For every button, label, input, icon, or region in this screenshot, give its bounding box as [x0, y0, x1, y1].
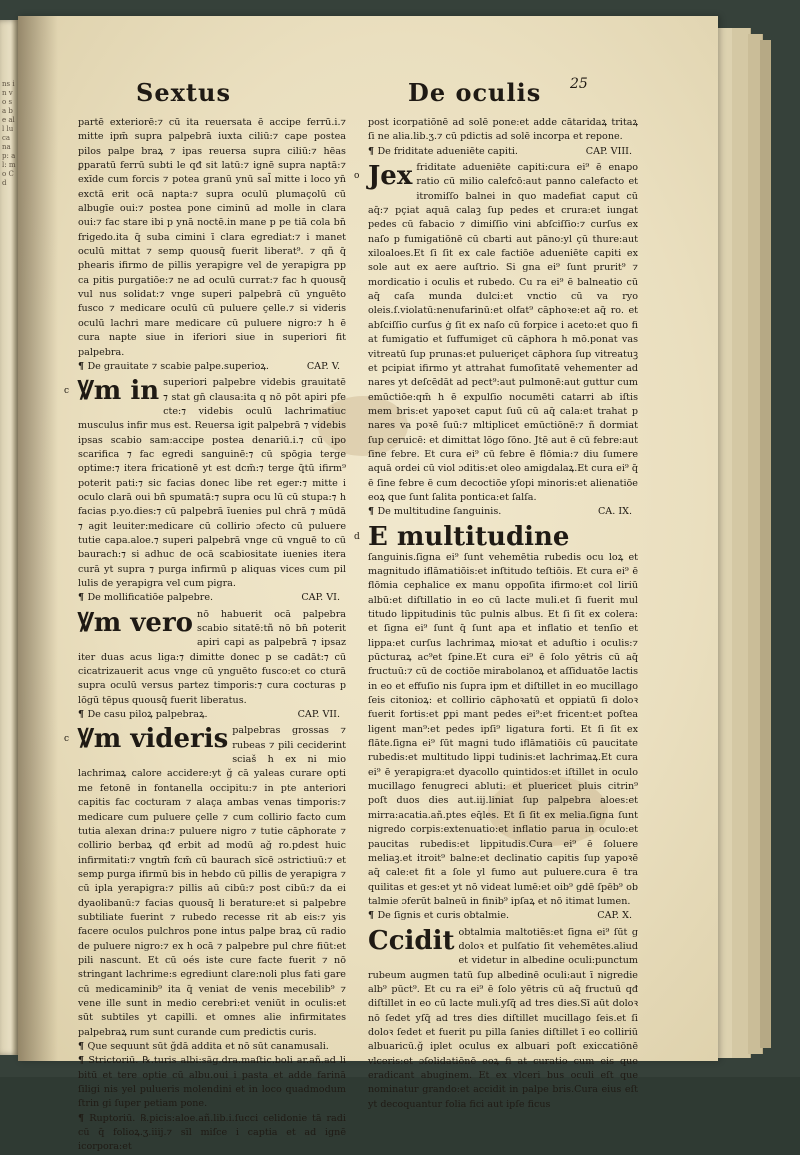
body-text: nō habuerit ocā palpebra scabio sitatē:tñ nō bn̄ poterit apiri capi as palpebrā ⁊ ipsaz iter duas acus liga:⁊ dimitte donec p se cadāt:⁊ cū cicatrizauerit acus vnge cū ynguēto fusco:et co cturā supra oculū versus partez timporis:⁊ cura cocturas p lōgū tēpus quousq̄ fuerit liberatus. — [78, 608, 346, 706]
gutter-shadow — [18, 16, 58, 1061]
body-text: obtalmia maltotiēs:et ſigna ei⁹ ſūt g doloꝛ et pulſatio ſit vehemētes.aliud et videtur in albedine oculi:punctum rubeum augmen tatū ſup albedinē oculi:aut ī nigredie alb⁹ pūct⁹. Et cu ra ei⁹ ē ſolo yētris cū aq̄ fructuū qđ diſtillet in eo cū lacte muli.yſq̄ ad tres dies.Sī aūt doloꝛ nō ſedet yſq̄ ad tres dies diſtillet mucillago ſeis.et ſi doloꝛ ſedet et fuerit pu pilla ſanies diſtillet ī eo colliriū albuaricū.ğ iplet oculus ex albuari poſt exiccatiōnē vlceris:et ɔſolidatiōnē eoꝝ fi at curatio cum eis que eradicant abuginem. Et ex vlceri bus oculi eſt que nominatur grando:et accidit in palpe bris.Cura eius eſt yt decoquantur folia fici aut ipſe ficus — [368, 926, 638, 1110]
pilcrow-mark: ¶ — [368, 910, 378, 922]
chapter-number: CAP. VI. — [301, 592, 340, 604]
pilcrow-mark: ¶ — [78, 1055, 89, 1067]
pilcrow-mark: ¶ — [78, 592, 88, 604]
chapter-heading — [368, 145, 638, 159]
chapter-title: De mollificatiōe palpebre. — [87, 592, 214, 604]
incipit-words: Ccidit — [368, 925, 455, 956]
chapter-incipit — [368, 926, 638, 1112]
chapter-title: De ſignis et curis obtalmie. — [377, 910, 510, 922]
page-edge — [760, 40, 771, 1048]
body-paragraph: post icorpatiōnē ad solē pone:et adde cātaridaꝝ tritaꝝ ſi ne alia.lib.ʒ.⁊ cū pdictis ad solē incorpa et repone. — [368, 117, 638, 143]
facing-page-edge — [0, 20, 18, 1055]
chapter-incipit — [354, 521, 638, 910]
body-text: Strictoriū. ℞.turis albi:sāg.dra.maſtic.boli ar.añ.ad li bitū et tere optie cū albu.oui i pasta et adde farinā ſiligi nis yel pulueris molendini et in loco quadmodum ſtrin gi ſuper petiam pone. — [78, 1055, 346, 1110]
chapter-heading — [368, 909, 638, 923]
chapter-number: CAP. V. — [306, 360, 340, 372]
chapter-title: De friditate adueniēte capiti. — [377, 145, 518, 157]
incipit-words: Jex — [368, 161, 413, 192]
body-text: superiori palpebre videbis grauitatē ⁊ stat gn̄ clausa:ita q nō pōt apiri pfe cte:⁊ videbis oculū lachrimatiuc musculus infir mus est. Reuersa igit palpebrā ⁊ videbis ipsas scabio sam:accipe postea denariū.i.⁊ cū ipo scarifica ⁊ fac egredi sanguinē:⁊ cū spōgia terge optime:⁊ itera fricationē yt est dcm̄:⁊ terge q̄tū ifirm⁹ poterit pati:⁊ sic facias donec libe ret eger:⁊ mitte i oculo clarā oui bn̄ spumatā:⁊ supra ocu lū cū stupa:⁊ h facias p.yo.dies:⁊ cū palpebrā īuenies pul chrā ⁊ mūdā ⁊ agit leuiter:medicare cū collirio ɔfecto cū puluere tutie capa.aloe.⁊ superi palpebrā vnge cū vnguē to cū baurach:⁊ si adhuc de ocā scabiositate iuenies itera curā yt supra ⁊ purga infirmū p aliquas vices cum pil lulis de yerapigra vel cum pigra. — [78, 377, 346, 589]
incipit-words: E multitudine — [368, 521, 570, 552]
chapter-incipit — [64, 724, 346, 1040]
chapter-heading — [78, 708, 346, 722]
pilcrow-mark: ¶ — [78, 709, 88, 721]
body-text: Ruptoriū. ℞.picis:aloe.añ.lib.i.ſucci celidonie tā radi cū q̄ folioꝝ.ʒ.iiij.⁊ sīl miſce i captia et ad ignē icorpora:et — [78, 1112, 346, 1153]
body-text: Que sequunt sūt ğdā addita et nō sūt canamusali. — [87, 1041, 329, 1052]
folio-number: 25 — [570, 76, 588, 92]
guide-letter: o — [354, 171, 360, 182]
chapter-number: CAP. VIII. — [585, 145, 632, 157]
chapter-incipit — [78, 608, 346, 708]
body-paragraph: partē exteriorē:⁊ cū ita reuersata ē accipe ferrū.i.⁊ mitte ipm̄ supra palpebrā iuxta ciliū:⁊ cape postea pilos palpe braꝝ ⁊ ipas reuersa supra ciliū:⁊ hēas ꝑparatū ferrū subti le qđ sit latū:⁊ ignē supra naptā:⁊ exīde cum forcis ⁊ potea granū ynū sal̄ mitte i loco yn̄ exctā erit ocā napta:⁊ supra oculū plumaçolū cū albugīe oui:⁊ postea pone ciminū ad molle in clara oui:⁊ fac stare ibi p ynā noctē.in mane p pe tiā cola bn̄ frigedo.ita q̄ suba cimini ī clara egrediat:⁊ i manet oculū mittat ⁊ semp quousq̄ fuerit liberat⁹. ⁊ qñ q̄ phearis ifirmo de pillis yerapigre vel de yerapigra pp ca pitis purgatiōe:⁊ ne ad oculū currat:⁊ fac h quousq̄ vul nus solidat:⁊ vnge superi palpebrā cū ynguēto fusco ⁊ medicare oculū cū puluere çelle.⁊ si videris oculū lachri mare medicare cū puluere nigro:⁊ h ē cura napte siue in iferiori siue in superiori fit palpebra. — [78, 117, 346, 358]
pilcrow-mark: ¶ — [78, 1041, 88, 1052]
pilcrow-mark: ¶ — [368, 145, 378, 157]
chapter-number: CA. IX. — [597, 506, 632, 518]
pilcrow-mark: ¶ — [78, 1112, 90, 1124]
chapter-incipit — [64, 376, 346, 591]
chapter-number: CAP. X. — [597, 910, 632, 922]
pilcrow-mark: ¶ — [78, 360, 88, 372]
guide-letter: c — [64, 386, 70, 397]
body-text: ſanguinis.ſigna ei⁹ ſunt vehemētia rubedis ocu loꝝ et magnitudo iflāmatiōis:et inſtitudo teſtiōis. Et cura ei⁹ ē flōmia cephalice ex manu oppoſita ifirmo:et col liriū albū:et diſtillatio in eo cū lacte muli.et ſi fuerit mul titudo lippitudinis tūc pulnis albus. Et ſi ſit ex colera: et ſigna ei⁹ ſunt q̄ ſunt apa et inflatio et tenſio et lippa:et curſus lachrimaꝝ mioꝛat et aduſtio i oculis:⁊ pūcturaꝝ ac⁹et ſpine.Et cura ei⁹ ē ſolo yētris cū aq̄ fructuū:⁊ cū de coctiōe mirabolanoꝝ et aſſiduatōe lactis in eo et effuſio nis ſupra ipm et diſtillet in eo mucillago ſeis citonioꝝ: et collirio cāphoꝛatū et oppiatū ſi doloꝛ fuerit fortis:et ꝑpi mant pedes ei⁹:et fricent:et poſtea ligent man⁹:et pedes ipſi⁹ ligatura forti. Et ſi ſit ex flāte.ſigna ei⁹ ſūt magni tudo iflāmatiōis cū paucitate rubedis:et multitudo lippi tudinis:et lachrimaꝝ.Et cura ei⁹ ē yerapigra:et dyacollo quintidos:et iſtillet in oculo mucillago fenugreci abluti: et pluericet pluis citrin⁹ poſt duos dies aut.iij.liniat ſup palpebra aloes:et mirra:acatia.añ.ptes eq̄les. Et ſi ſit ex melia.ſigna ſunt nigredo corpis:extenuatio:et inflatio parua in oculo:et paucitas rubedis:et lippitudis.Cura ei⁹ ē ſoluere meliaꝫ.et itroit⁹ balne:et declinatio capitis ſup yapoꝛē aq̄ cale:et fit a ſole yl fumo aut puluere.cura ē tra quilitas et ges:et yt nō videat lumē:et oib⁹ gdē ſpēb⁹ ob talmie ɔferūt balneū in finib⁹ ipſaꝝ et nō itimat lumen. — [368, 551, 638, 907]
pilcrow-mark: ¶ — [368, 506, 378, 518]
body-text: friditate adueniēte capiti:cura ei⁹ ē enapo ratio cū milio calefcō:aut panno calefacto et itromiſſo balnei in quo madefiat caput cū aq̄:⁊ pçiat aquā calaꝫ ſup pedes et crura:et iungat pedes cū fabacio ⁊ dimiſſio vini abſciſſio:⁊ curſus ex naſo p fumigatiōnē cū cbarti aut pāno:yl çū thure:aut xiloaloes.Et ſi ſit ex cale factiōe adueniēte capiti ex sole aut ex aere auſtrio. Si gna ei⁹ ſunt prurit⁹ ⁊ mordicatio i oculis et rubedo. Cu ra ei⁹ ē balneatio cū aq̄ caſa munda dulci:et vnctio cū va ryo oleis.ſ.violatū:nenufarinū:et olfat⁹ cāphoꝛe:et aq̄ ro. et abſciſſio curſus ġ ſit ex naſo cū forpice i aceto:et quo fi at fumigatio et ſuffumiget cū cāphora h mō.ponat vas vitreatū ſup prunas:et pulueriçet cāphora ſup vitreatuꝫ et pcipiat ifirmo yt attrahat fumoſitatē vehementer ad nares yt deſcēdāt ad pect⁹:aut pulmonē:aut guttur cum emūctiōe:qm̄ h ē expulſio nocumēti catarri ab iſtis mem bris:et yapoꝛet caput ſuū cū aq̄ cala:et trahat p nares va poꝛē ſuū:⁊ mltiplicet emūctiōnē:⁊ ñ dormiat ſup ceruicē: et dimittat lōgo ſōno. Jtē aut ē cū febre:aut ſine febre. Et cura ei⁹ cū febre ē flōmia:⁊ diu ſumere aquā ordei cū viol ɔditis:et oleo amigdalaꝝ.Et cura ei⁹ q̄ ē ſine febre ē cum decoctiōe yſopi minoris:et alienatiōe eoꝝ que ſunt ſalita pontica:et ſalſa. — [368, 162, 638, 503]
chapter-title: De casu piloꝝ palpebraꝝ. — [87, 709, 208, 721]
running-head-center: De oculis — [408, 78, 542, 107]
addendum-paragraph — [78, 1040, 346, 1054]
chapter-heading — [78, 360, 346, 374]
incipit-words: Ꝟm vero — [78, 607, 194, 638]
guide-letter: d — [354, 531, 360, 542]
left-text-column — [64, 116, 346, 1153]
addendum-paragraph — [78, 1112, 346, 1155]
body-text: palpebras grossas ⁊ rubeas ⁊ pili ceciderint sciaš h ex ni mio lachrimaꝝ calore accidere:yt ğ cā yaleas curare opti me fetonē in fontanella occipitu:⁊ in pte anteriori capitis fac cocturam ⁊ alaça ambas venas timporis:⁊ medicare cum puluere çelle ⁊ cum collirio facto cum tutia alexan drina:⁊ puluere nigro ⁊ tutie cāphorate ⁊ collirio berbaꝝ qđ erbit ad modū ağ ro.pdest huic infirmitati:⁊ vngtm̄ fcm̄ cū baurach sīcē ɔstrictiuū:⁊ et semp purga ifirmū bis in hebdo cū pillis de yerapigra ⁊ cū ipla yerapigra:⁊ pillis aū cibū:⁊ post cibū:⁊ da ei dyaolibanū:⁊ facias quousq̄ li berature:et si palpebre subtiliate fuerint ⁊ rubedo recesse rit ab eis:⁊ yis facere oculos pulchros pone intus palpe braꝝ cū radio de puluere nigro:⁊ ex h ocā ⁊ palpebre pul chre fiūt:et pili nascunt. Et cū oés iste cure facte fuerit ⁊ nō stringant lachrime:s egrediunt clare:noli plus fati gare cū medicaminib⁹ ita q̄ veniat de venis mecebilib⁹ ⁊ vene ille sunt in medio cerebri:et veniūt in oculis:et sūt subtiles yt capilli. et omnes alie infirmitates palpebraꝝ rum sunt curande cum predictis curis. — [78, 725, 346, 1038]
chapter-title: De grauitate ⁊ scabie palpe.superioꝝ. — [87, 360, 269, 372]
chapter-title: De multitudine ſanguinis. — [377, 506, 502, 518]
chapter-number: CAP. VII. — [297, 709, 340, 721]
chapter-heading — [78, 591, 346, 605]
incipit-words: Ꝟm videris — [78, 724, 229, 755]
chapter-incipit — [354, 161, 638, 505]
running-head — [18, 78, 718, 114]
incipit-words: Ꝟm in — [78, 376, 160, 407]
running-head-left: Sextus — [136, 78, 231, 107]
book-page — [18, 16, 718, 1153]
right-text-column — [354, 116, 638, 1110]
guide-letter: c — [64, 734, 70, 745]
chapter-heading — [368, 505, 638, 519]
facing-page-text: ns in vo sa be all lu ca na p: a l: mo Cd — [2, 80, 16, 187]
addendum-paragraph — [78, 1054, 346, 1111]
